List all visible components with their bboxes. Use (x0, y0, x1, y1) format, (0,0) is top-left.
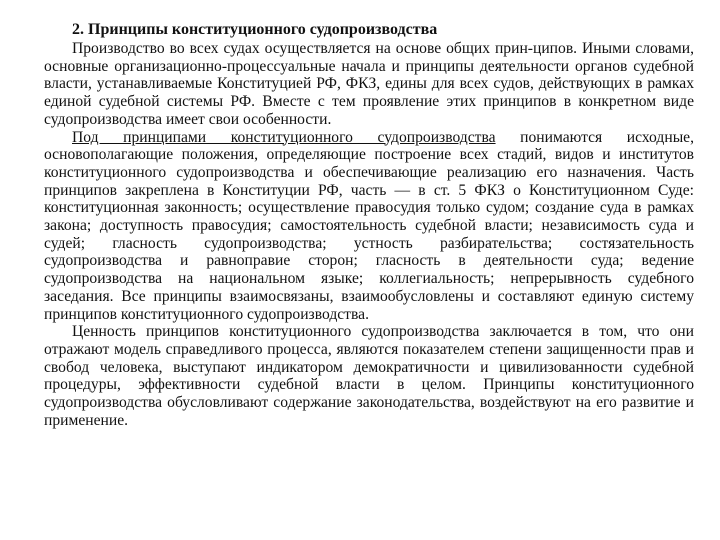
paragraph-principles-value: Ценность принципов конституционного судопроизводства заключается в том, что они отражают модель справедливого процесса, являются показателем степени защищенности прав и свобод человека, выступают индикатором демократичности и цивилизованности судебной процедуры, эффективности судебной власти в целом. Принципы конституционного судопроизводства обусловливают содержание законодательства, воздействуют на его развитие и применение. (44, 323, 694, 429)
underlined-term: Под принципами конституционного судопроизводства (72, 128, 496, 146)
paragraph-general-principles: Производство во всех судах осуществляется на основе общих прин-ципов. Иными словами, основные организационно-процессуальные начала и принципы деятельности органов судебной власти, устанавливаемые Конституцией РФ, ФКЗ, едины для всех судов, действующих в рамках единой судебной системы РФ. Вместе с тем проявление этих принципов в конкретном виде судопроизводства имеет свои особенности. (44, 40, 694, 128)
section-title: 2. Принципы конституционного судопроизводства (72, 21, 438, 38)
paragraph-principles-definition (44, 129, 694, 324)
paragraph-principles-list: понимаются исходные, основополагающие положения, определяющие построение всех стадий, видов и институтов конституционного судопроизводства и обеспечивающие реализацию его назначения. Часть принципов закреплена в Конституции РФ, часть — в ст. 5 ФКЗ о Конституционном Суде: конституционная законность; осуществление правосудия только судом; создание суда в рамках закона; доступность правосудия; самостоятельность судебной власти; независимость суда и судей; гласность судопроизводства; устность разбирательства; состязательность судопроизводства и равноправие сторон; гласность в деятельности суда; ведение судопроизводства на национальном языке; коллегиальность; непрерывность судебного заседания. Все принципы взаимосвязаны, взаимообусловлены и составляют единую систему принципов конституционного судопроизводства. (44, 128, 694, 323)
